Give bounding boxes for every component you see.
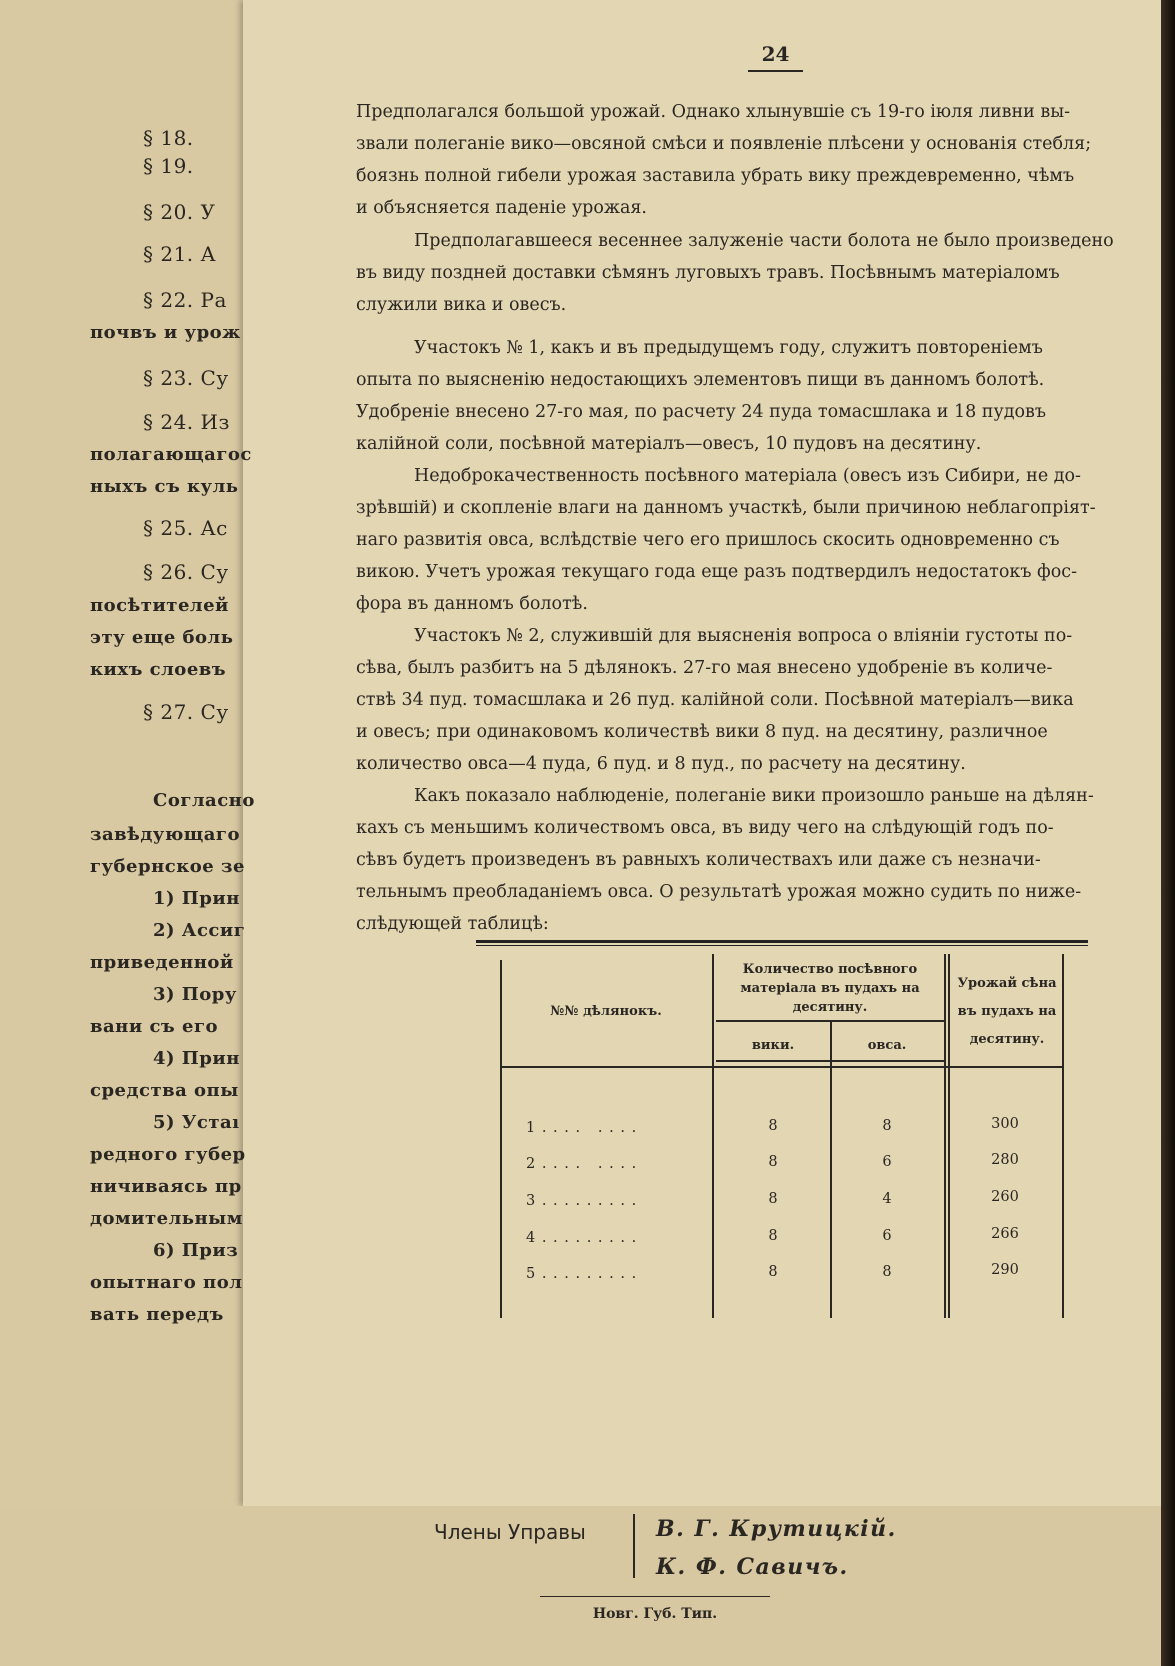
header-seed-amount: Количество посѣвного матеріала въ пудахъ на десятину.	[740, 962, 920, 1015]
under-page-line: завѣдующаго	[90, 824, 240, 845]
cell-oats: 4	[882, 1191, 892, 1207]
under-page-line: § 24. Из	[143, 410, 230, 434]
text-line: опыта по выясненію недостающихъ элементовъ пищи въ данномъ болотѣ.	[356, 370, 1045, 390]
under-page-line: кихъ слоевъ	[90, 659, 227, 680]
text-line: кахъ съ меньшимъ количествомъ овса, въ виду чего на слѣдующій годъ по-	[356, 818, 1054, 838]
text-line: калійной соли, посѣвной матеріалъ—овесъ, 10 пудовъ на десятину.	[356, 434, 982, 454]
signer-name: В. Г. Крутицкій.	[656, 1516, 897, 1542]
paragraph	[356, 780, 1158, 940]
paragraph	[356, 225, 1158, 321]
text-line: и объясняется паденіе урожая.	[356, 198, 647, 218]
text-line: звали полеганіе вико—овсяной смѣси и появленіе плѣсени у основанія стебля;	[356, 134, 1092, 154]
text-line: въ виду поздней доставки сѣмянъ луговыхъ травъ. Посѣвнымъ матеріаломъ	[356, 263, 1060, 283]
paragraph	[356, 96, 1158, 224]
cell-vetch: 8	[768, 1154, 778, 1170]
under-page-line: § 19.	[143, 154, 194, 178]
header-hay-yield: Урожай сѣна въ пудахъ на десятину.	[957, 976, 1057, 1047]
text-line: зрѣвшій) и скопленіе влаги на данномъ участкѣ, были причиною неблагопріят-	[356, 498, 1096, 518]
header-vetch: вики.	[751, 1038, 795, 1053]
text-line: Удобреніе внесено 27-го мая, по расчету 24 пуда томасшлака и 18 пудовъ	[356, 402, 1047, 422]
cell-hay: 290	[991, 1262, 1019, 1278]
text-line: тельнымъ преобладаніемъ овса. О результатѣ урожая можно судить по ниже-	[356, 882, 1082, 902]
table-divider	[712, 954, 714, 1318]
text-line: ствѣ 34 пуд. томасшлака и 26 пуд. калійной соли. Посѣвной матеріалъ—вика	[356, 690, 1074, 710]
under-page-line: 5) Устаı	[153, 1112, 240, 1133]
printer-rule	[540, 1596, 770, 1597]
cell-vetch: 8	[768, 1191, 778, 1207]
table-divider	[944, 954, 946, 1318]
under-page-line: 3) Пору	[153, 984, 237, 1005]
cell-vetch: 8	[768, 1228, 778, 1244]
text-line: наго развитія овса, вслѣдствіе чего его пришлось скосить одновременно съ	[356, 530, 1060, 550]
under-page-line: 2) Ассиг	[153, 920, 246, 941]
book-edge	[1161, 0, 1175, 1666]
text-line: Какъ показало наблюденіе, полеганіе вики произошло раньше на дѣлян-	[414, 786, 1094, 806]
cell-vetch: 8	[768, 1118, 778, 1134]
paragraph	[356, 620, 1158, 780]
board-members-label: Члены Управы	[434, 1520, 586, 1544]
header-oats: овса.	[867, 1038, 907, 1053]
printer-imprint: Новг. Губ. Тип.	[592, 1606, 718, 1622]
page-number: 24	[748, 42, 803, 72]
under-page-line: эту еще боль	[90, 627, 234, 648]
under-page-line: § 26. Су	[143, 560, 229, 584]
text-line: викою. Учетъ урожая текущаго года еще разъ подтвердилъ недостатокъ фос-	[356, 562, 1077, 582]
text-line: сѣва, былъ разбитъ на 5 дѣлянокъ. 27-го мая внесено удобреніе въ количе-	[356, 658, 1053, 678]
under-page-line: домительным	[90, 1208, 243, 1229]
text-line: служили вика и овесъ.	[356, 295, 567, 315]
cell-oats: 8	[882, 1264, 892, 1280]
paragraph	[356, 460, 1158, 620]
cell-hay: 300	[991, 1116, 1019, 1132]
under-page-line: ничиваясь пр	[90, 1176, 242, 1197]
under-page-line: полагающагос	[90, 444, 252, 465]
text-line: фора въ данномъ болотѣ.	[356, 594, 588, 614]
under-page-line: § 23. Су	[143, 366, 229, 390]
under-page-line: § 27. Су	[143, 700, 229, 724]
under-page-line: губернское зе	[90, 856, 245, 877]
under-page-line: редного губер	[90, 1144, 246, 1165]
text-line: Недоброкачественность посѣвного матеріала (овесъ изъ Сибири, не до-	[414, 466, 1081, 486]
cell-hay: 266	[991, 1226, 1019, 1242]
text-line: Предполагался большой урожай. Однако хлынувшіе съ 19-го іюля ливни вы-	[356, 102, 1071, 122]
cell-vetch: 8	[768, 1264, 778, 1280]
under-page-line: вать передъ	[90, 1304, 224, 1325]
signer-name: К. Ф. Савичъ.	[656, 1554, 849, 1580]
signature-bracket	[633, 1514, 635, 1578]
table-subheader-rule	[716, 1020, 944, 1022]
cell-oats: 8	[882, 1118, 892, 1134]
text-line: количество овса—4 пуда, 6 пуд. и 8 пуд., по расчету на десятину.	[356, 754, 966, 774]
text-line: и овесъ; при одинаковомъ количествѣ вики 8 пуд. на десятину, различное	[356, 722, 1048, 742]
text-line: Участокъ № 1, какъ и въ предыдущемъ году, служитъ повтореніемъ	[414, 338, 1043, 358]
under-page-line: Согласно	[153, 790, 255, 811]
row-plot-number: 4 . . . . . . . . .	[526, 1230, 638, 1246]
cell-oats: 6	[882, 1228, 892, 1244]
under-page-line: § 25. Ас	[143, 516, 228, 540]
under-page-line: средства опы	[90, 1080, 239, 1101]
under-page-line: § 18.	[143, 126, 194, 150]
text-line: сѣвъ будетъ произведенъ въ равныхъ количествахъ или даже съ незначи-	[356, 850, 1041, 870]
paragraph	[356, 332, 1158, 460]
row-plot-number: 2 . . . . . . . .	[526, 1156, 638, 1172]
under-page-line: 1) Прин	[153, 888, 240, 909]
table-border	[1062, 954, 1064, 1318]
under-page-line: ныхъ съ куль	[90, 476, 239, 497]
header-plot: №№ дѣлянокъ.	[550, 1004, 662, 1019]
text-line: боязнь полной гибели урожая заставила убрать вику преждевременно, чѣмъ	[356, 166, 1075, 186]
under-page-line: 4) Прин	[153, 1048, 240, 1069]
row-plot-number: 5 . . . . . . . . .	[526, 1266, 638, 1282]
row-plot-number: 1 . . . . . . . .	[526, 1120, 638, 1136]
yield-table	[476, 940, 1088, 1318]
row-plot-number: 3 . . . . . . . . .	[526, 1193, 638, 1209]
under-page-line: приведенной	[90, 952, 234, 973]
cell-hay: 280	[991, 1152, 1019, 1168]
table-header-rule	[500, 1066, 1062, 1068]
under-page-line: 6) Приз	[153, 1240, 239, 1261]
text-line: Участокъ № 2, служившій для выясненія вопроса о вліяніи густоты по-	[414, 626, 1073, 646]
under-page-line: вани съ его	[90, 1016, 218, 1037]
under-page-line: опытнаго пол	[90, 1272, 243, 1293]
under-page-line: посѣтителей	[90, 595, 229, 616]
text-line: Предполагавшееся весеннее залуженіе части болота не было произведено	[414, 231, 1114, 251]
under-page-line: § 21. А	[143, 242, 217, 266]
under-page-line: почвъ и урож	[90, 322, 241, 343]
under-page-line: § 22. Ра	[143, 288, 227, 312]
table-top-rule	[476, 940, 1088, 946]
cell-hay: 260	[991, 1189, 1019, 1205]
under-page-line: § 20. У	[143, 200, 216, 224]
cell-oats: 6	[882, 1154, 892, 1170]
text-line: слѣдующей таблицѣ:	[356, 914, 549, 934]
table-header-rule	[716, 1060, 944, 1062]
